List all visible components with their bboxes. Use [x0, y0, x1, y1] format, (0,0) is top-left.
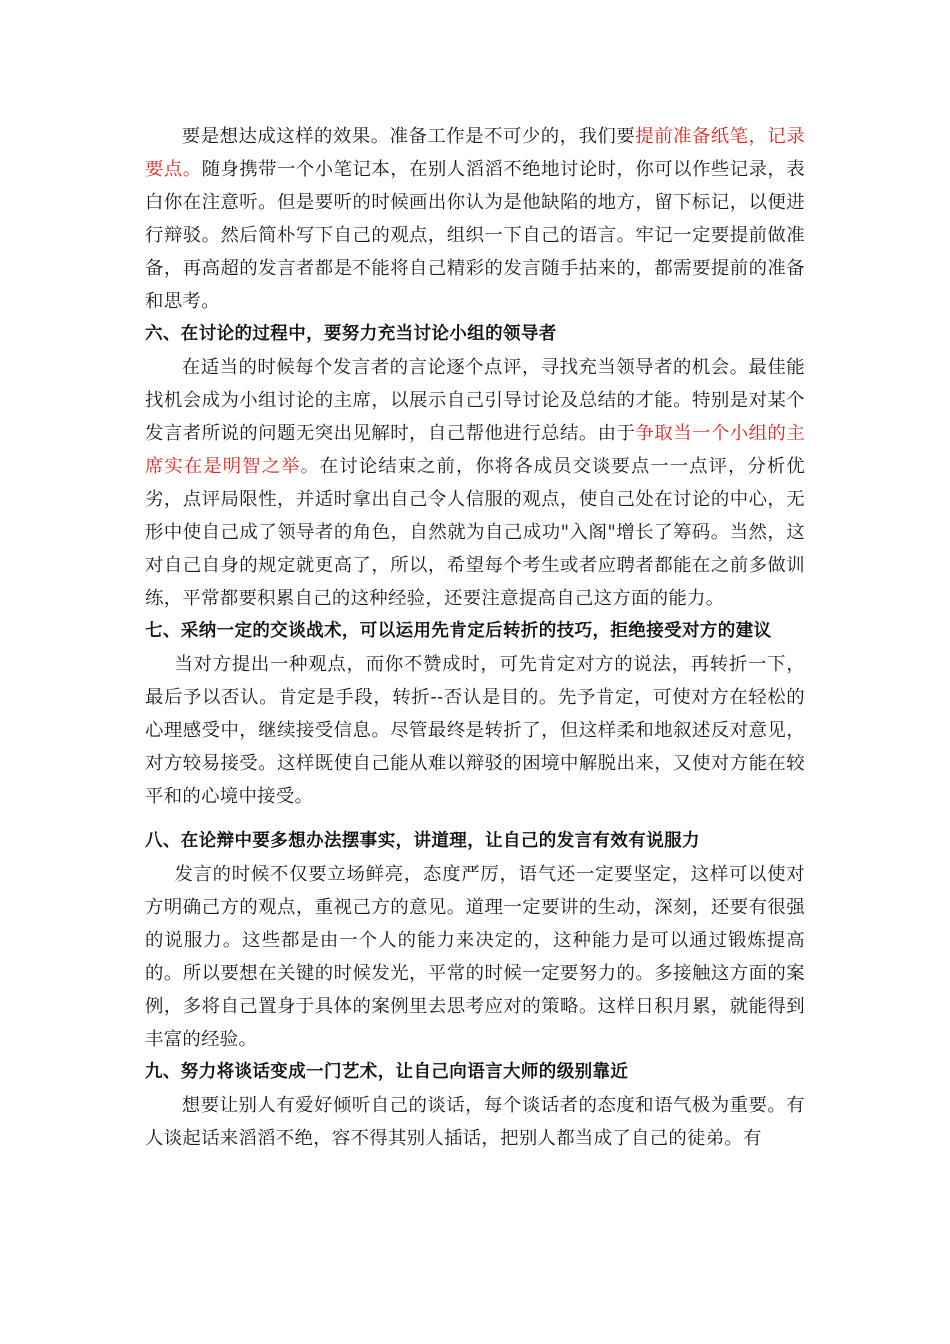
section-heading-8: 八、在论辩中要多想办法摆事实，讲道理，让自己的发言有效有说服力 — [145, 831, 700, 851]
paragraph-leadership — [145, 351, 805, 615]
section-heading-9: 九、努力将谈话变成一门艺术，让自己向语言大师的级别靠近 — [145, 1062, 629, 1082]
section-heading-6: 六、在讨论的过程中，要努力充当讨论小组的领导者 — [145, 324, 557, 344]
spacer — [145, 813, 805, 825]
highlighted-text: 争取当一个小组的主席实在是明智之举。 — [145, 423, 805, 477]
paragraph-art-of-talk: 想要让别人有爱好倾听自己的谈话，每个谈话者的态度和语气极为重要。有人谈起话来滔滔不绝，容不得其别人插话，把别人都当成了自己的徒弟。有 — [145, 1095, 805, 1149]
text-run: 在讨论结束之前，你将各成员交谈要点一一点评，分析优劣，点评局限性，并适时拿出自己令人信服的观点，使自己处在讨论的中心，无形中使自己成了领导者的角色，自然就为自己成功"入阁"增长了筹码。当然，这对自己自身的规定就更高了，所以，希望每个考生或者应聘者都能在之前多做训练，平常都要积累自己的这种经验，还要注意提高自己这方面的能力。 — [145, 456, 805, 609]
text-run: 要是想达成这样的效果。准备工作是不可少的，我们要 — [181, 126, 636, 147]
paragraph-persuasion: 发言的时候不仅要立场鲜亮，态度严厉，语气还一定要坚定，这样可以使对方明确己方的观点，重视己方的意见。道理一定要讲的生动，深刻，还要有很强的说服力。这些都是由一个人的能力来决定的，这种能力是可以通过锻炼提高的。所以要想在关键的时候发光，平常的时候一定要努力的。多接触这方面的案例，多将自己置身于具体的案例里去思考应对的策略。这样日积月累，就能得到丰富的经验。 — [145, 864, 805, 1050]
document-body — [145, 120, 805, 1155]
text-run: 在适当的时候每个发言者的言论逐个点评，寻找充当领导者的机会。最佳能找机会成为小组讨论的主席，以展示自己引导讨论及总结的才能。特别是对某个发言者所说的问题无突出见解时，自己帮他进行总结。由于 — [145, 357, 805, 444]
section-heading-7: 七、采纳一定的交谈战术，可以运用先肯定后转折的技巧，拒绝接受对方的建议 — [145, 621, 772, 641]
paragraph-preparation — [145, 120, 805, 318]
paragraph-tactics: 当对方提出一种观点，而你不赞成时，可先肯定对方的说法，再转折一下，最后予以否认。肯定是手段，转折--否认是目的。先予肯定，可使对方在轻松的心理感受中，继续接受信息。尽管最终是转折了，但这样柔和地叙述反对意见，对方较易接受。这样既使自己能从难以辩驳的困境中解脱出来，又使对方能在较平和的心境中接受。 — [145, 654, 805, 807]
highlighted-text: 提前准备纸笔，记录要点。 — [145, 126, 806, 180]
text-run: 随身携带一个小笔记本，在别人滔滔不绝地讨论时，你可以作些记录，表白你在注意听。但是要听的时候画出你认为是他缺陷的地方，留下标记，以便进行辩驳。然后简朴写下自己的观点，组织一下自己的语言。牢记一定要提前做准备，再高超的发言者都是不能将自己精彩的发言随手拈来的，都需要提前的准备和思考。 — [145, 159, 805, 312]
